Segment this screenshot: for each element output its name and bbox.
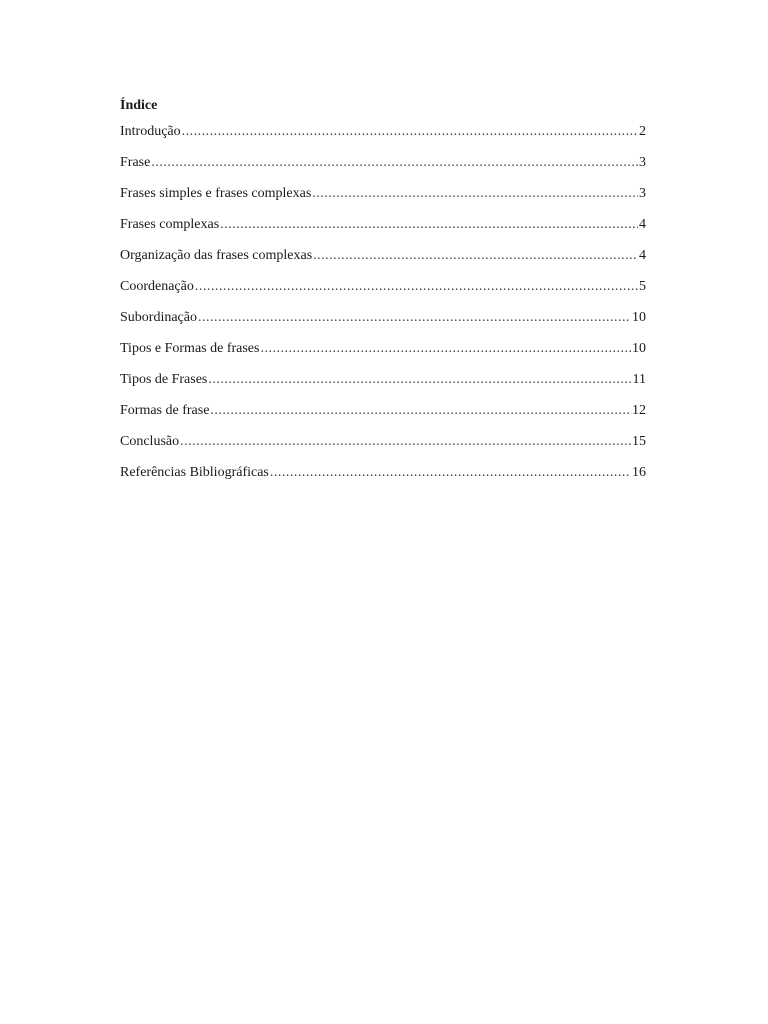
toc-list <box>120 123 646 495</box>
toc-dot-leader <box>198 309 631 327</box>
toc-dot-leader <box>260 340 631 358</box>
toc-entry-introducao[interactable] <box>120 123 646 154</box>
toc-entry-label: Organização das frases complexas <box>120 248 313 263</box>
toc-entry-page-number: 3 <box>639 155 646 170</box>
toc-entry-page-number: 2 <box>639 124 646 139</box>
toc-entry-label: Referências Bibliográficas <box>120 465 269 480</box>
toc-entry-frase[interactable] <box>120 154 646 185</box>
toc-entry-tipos-de-frases[interactable] <box>120 371 646 402</box>
toc-entry-page-number: 15 <box>632 434 646 449</box>
toc-entry-label: Conclusão <box>120 434 180 449</box>
toc-dot-leader <box>210 402 631 420</box>
toc-entry-page-number: 5 <box>639 279 646 294</box>
toc-entry-page-number: 12 <box>632 403 646 418</box>
toc-entry-organizacao[interactable] <box>120 247 646 278</box>
toc-entry-page-number: 16 <box>632 465 646 480</box>
toc-entry-label: Tipos e Formas de frases <box>120 341 260 356</box>
toc-entry-page-number: 4 <box>639 217 646 232</box>
toc-entry-coordenacao[interactable] <box>120 278 646 309</box>
toc-entry-label: Formas de frase <box>120 403 210 418</box>
toc-entry-page-number: 3 <box>639 186 646 201</box>
toc-entry-label: Frases simples e frases complexas <box>120 186 312 201</box>
toc-entry-label: Introdução <box>120 124 181 139</box>
toc-dot-leader <box>270 464 631 482</box>
toc-dot-leader <box>312 185 638 203</box>
toc-entry-frases-complexas[interactable] <box>120 216 646 247</box>
toc-dot-leader <box>195 278 638 296</box>
toc-entry-formas-de-frase[interactable] <box>120 402 646 433</box>
toc-entry-tipos-e-formas[interactable] <box>120 340 646 371</box>
toc-entry-frases-simples-e-complexas[interactable] <box>120 185 646 216</box>
toc-dot-leader <box>220 216 638 234</box>
toc-entry-page-number: 11 <box>632 372 646 387</box>
toc-entry-label: Tipos de Frases <box>120 372 208 387</box>
toc-entry-page-number: 10 <box>632 341 646 356</box>
toc-entry-label: Frases complexas <box>120 217 220 232</box>
toc-entry-page-number: 4 <box>639 248 646 263</box>
table-of-contents <box>120 97 646 495</box>
toc-dot-leader <box>180 433 631 451</box>
toc-entry-referencias[interactable] <box>120 464 646 495</box>
toc-dot-leader <box>151 154 638 172</box>
toc-entry-subordinacao[interactable] <box>120 309 646 340</box>
toc-entry-label: Subordinação <box>120 310 197 325</box>
toc-dot-leader <box>208 371 631 389</box>
toc-dot-leader <box>313 247 638 265</box>
toc-entry-label: Coordenação <box>120 279 194 294</box>
toc-entry-page-number: 10 <box>632 310 646 325</box>
toc-dot-leader <box>182 123 638 141</box>
toc-title: Índice <box>120 98 158 113</box>
toc-entry-conclusao[interactable] <box>120 433 646 464</box>
toc-entry-label: Frase <box>120 155 151 170</box>
